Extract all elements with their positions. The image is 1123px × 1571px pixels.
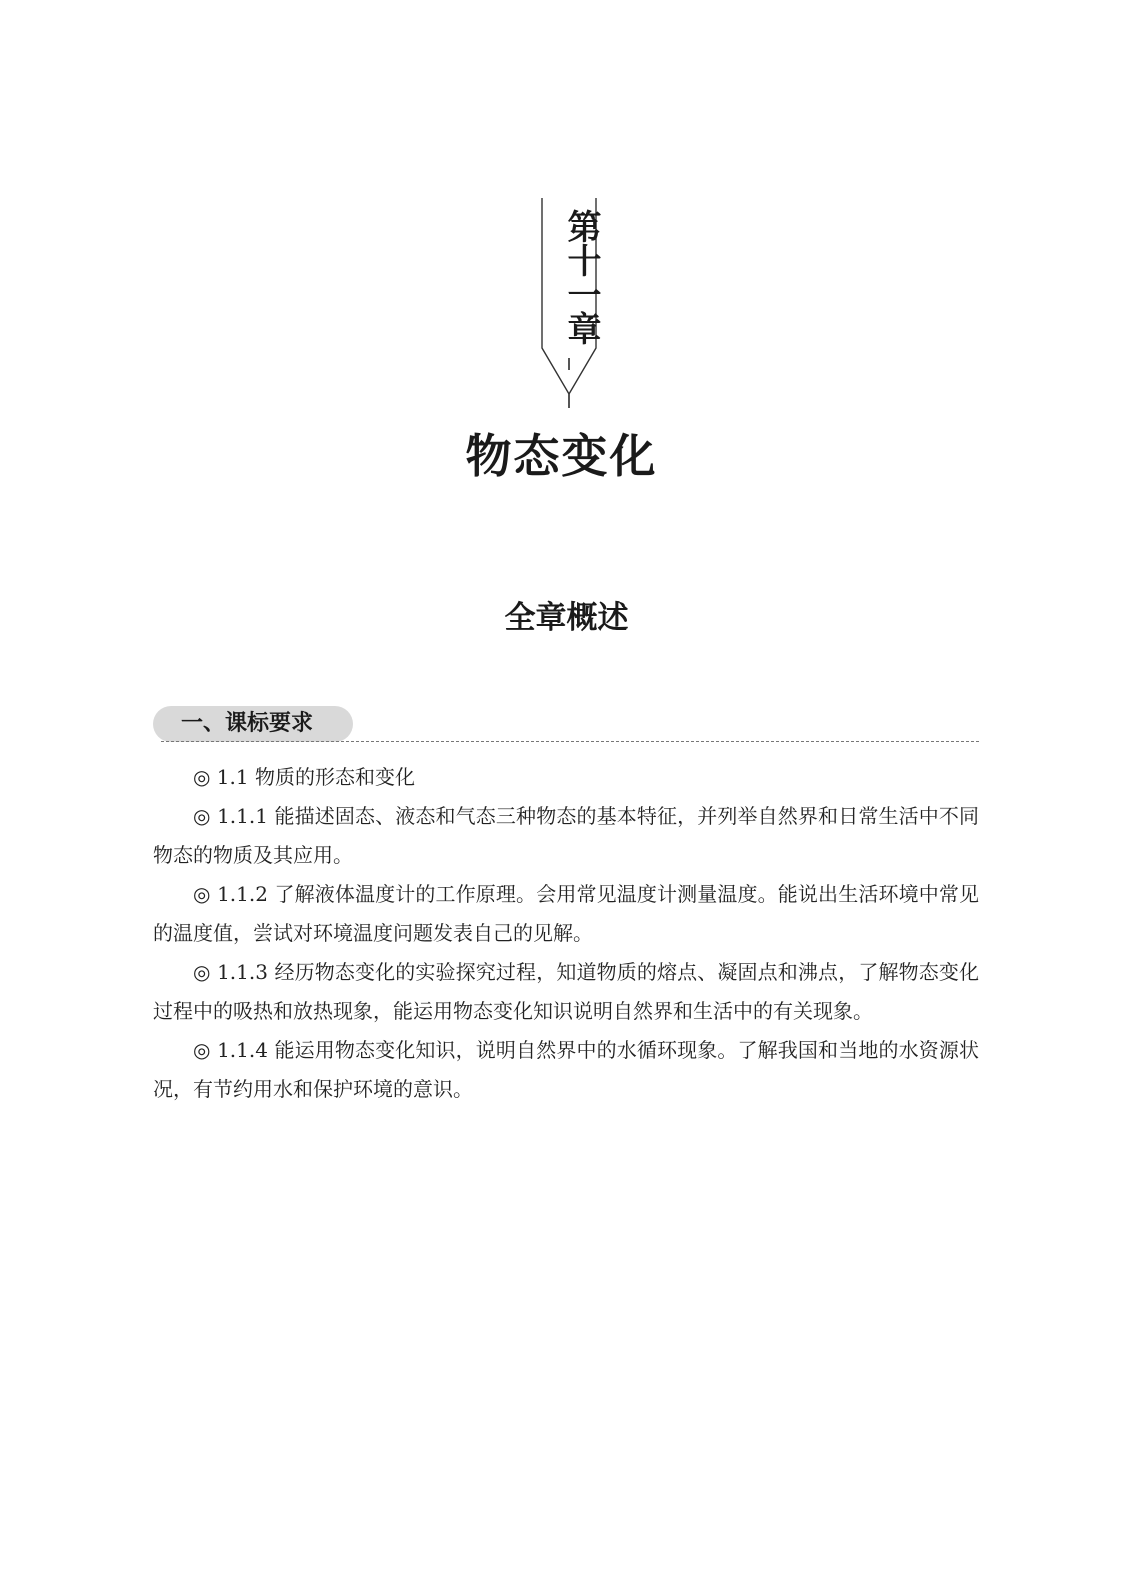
requirement-item: ◎ 1.1.2 了解液体温度计的工作原理。会用常见温度计测量温度。能说出生活环境中常见的温度值，尝试对环境温度问题发表自己的见解。 bbox=[153, 882, 979, 945]
overview-title: 全章概述 bbox=[504, 600, 629, 636]
section-header bbox=[153, 706, 979, 744]
chapter-title: 物态变化 bbox=[465, 429, 658, 483]
curriculum-requirements bbox=[153, 758, 979, 1109]
chapter-banner bbox=[540, 198, 600, 410]
chapter-number-label: 第十一章 bbox=[561, 209, 601, 345]
dashed-divider bbox=[161, 741, 979, 742]
requirement-item: ◎ 1.1.3 经历物态变化的实验探究过程，知道物质的熔点、凝固点和沸点，了解物态变化过程中的吸热和放热现象，能运用物态变化知识说明自然界和生活中的有关现象。 bbox=[153, 960, 979, 1023]
requirement-item: ◎ 1.1.4 能运用物态变化知识，说明自然界中的水循环现象。了解我国和当地的水资源状况，有节约用水和保护环境的意识。 bbox=[153, 1038, 979, 1101]
section-title: 一、课标要求 bbox=[181, 711, 314, 736]
section-tab bbox=[153, 706, 353, 742]
requirement-item: ◎ 1.1 物质的形态和变化 bbox=[193, 765, 415, 789]
requirement-item: ◎ 1.1.1 能描述固态、液态和气态三种物态的基本特征，并列举自然界和日常生活中不同物态的物质及其应用。 bbox=[153, 804, 979, 867]
